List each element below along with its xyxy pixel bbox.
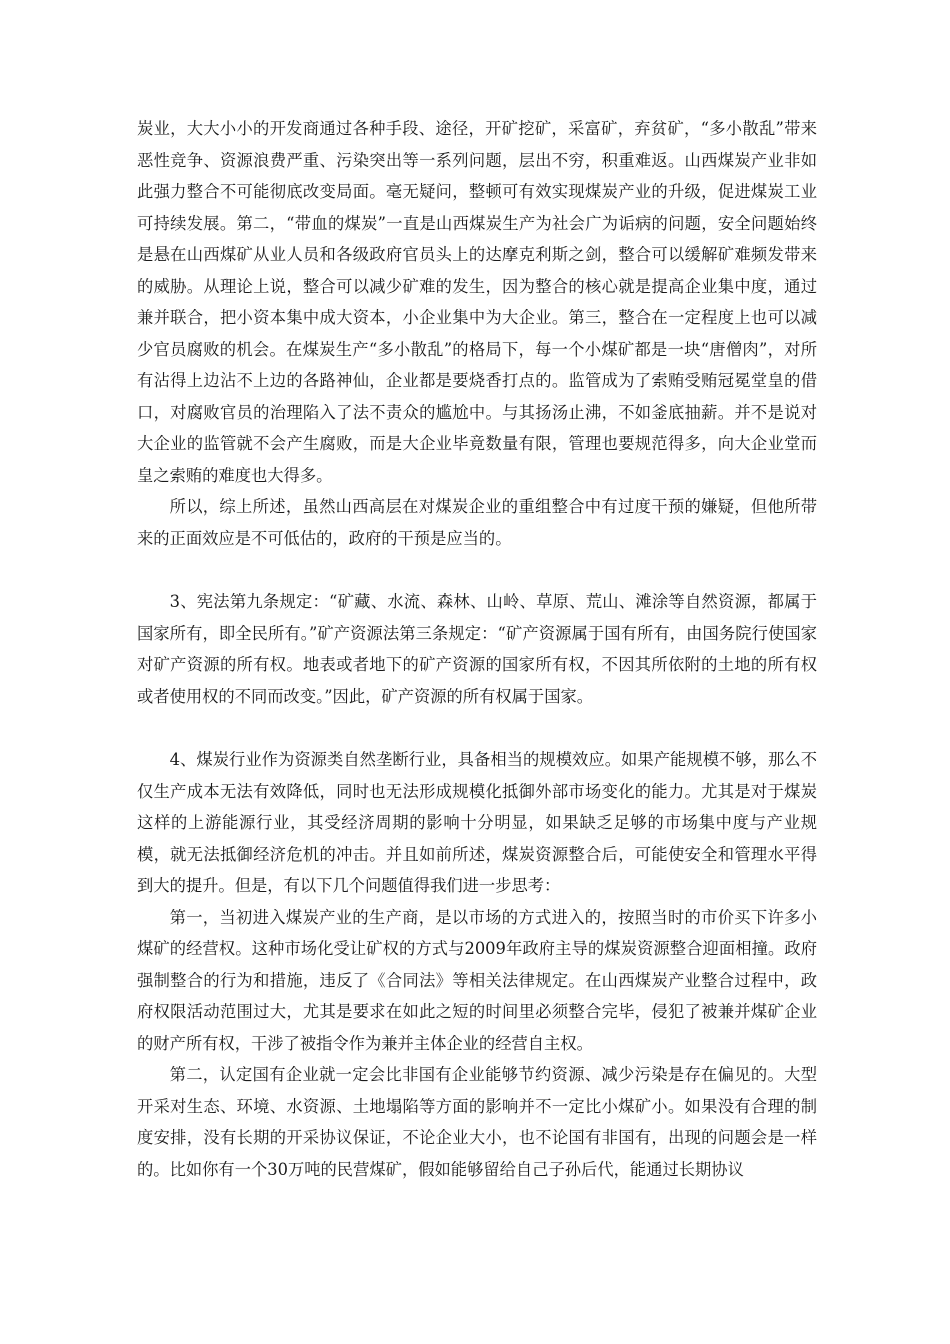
document-body: [137, 113, 817, 1185]
paragraph-item-4-natural-monopoly: 4、煤炭行业作为资源类自然垄断行业，具备相当的规模效应。如果产能规模不够，那么不仅生产成本无法有效降低，同时也无法形成规模化抵御外部市场变化的能力。尤其是对于煤炭这样的上游能源行业，其受经济周期的影响十分明显，如果缺乏足够的市场集中度与产业规模，就无法抵御经济危机的冲击。并且如前所述，煤炭资源整合后，可能使安全和管理水平得到大的提升。但是，有以下几个问题值得我们进一步思考：: [137, 750, 817, 895]
paragraph-coal-integration-benefits: 炭业，大大小小的开发商通过各种手段、途径，开矿挖矿，采富矿，弃贫矿，“多小散乱”带来恶性竞争、资源浪费严重、污染突出等一系列问题，层出不穷，积重难返。山西煤炭产业非如此强力整合不可能彻底改变局面。毫无疑问，整顿可有效实现煤炭产业的升级，促进煤炭工业可持续发展。第二，“带血的煤炭”一直是山西煤炭生产为社会广为诟病的问题，安全问题始终是悬在山西煤矿从业人员和各级政府官员头上的达摩克利斯之剑，整合可以缓解矿难频发带来的威胁。从理论上说，整合可以减少矿难的发生，因为整合的核心就是提高企业集中度，通过兼并联合，把小资本集中成大资本，小企业集中为大企业。第三，整合在一定程度上也可以减少官员腐败的机会。在煤炭生产“多小散乱”的格局下，每一个小煤矿都是一块“唐僧肉”，对所有沾得上边沾不上边的各路神仙，企业都是要烧香打点的。监管成为了索贿受贿冠冕堂皇的借口，对腐败官员的治理陷入了法不责众的尴尬中。与其扬汤止沸，不如釜底抽薪。并不是说对大企业的监管就不会产生腐败，而是大企业毕竟数量有限，管理也要规范得多，向大企业堂而皇之索贿的难度也大得多。: [137, 119, 817, 485]
paragraph-first-point: 第一，当初进入煤炭产业的生产商，是以市场的方式进入的，按照当时的市价买下许多小煤矿的经营权。这种市场化受让矿权的方式与2009年政府主导的煤炭资源整合迎面相撞。政府强制整合的行为和措施，违反了《合同法》等相关法律规定。在山西煤炭产业整合过程中，政府权限活动范围过大，尤其是要求在如此之短的时间里必须整合完毕，侵犯了被兼并煤矿企业的财产所有权，干涉了被指令作为兼并主体企业的经营自主权。: [137, 907, 817, 1053]
paragraph-conclusion: 所以，综上所述，虽然山西高层在对煤炭企业的重组整合中有过度干预的嫌疑，但他所带来的正面效应是不可低估的，政府的干预是应当的。: [137, 497, 817, 548]
paragraph-second-point: 第二，认定国有企业就一定会比非国有企业能够节约资源、减少污染是存在偏见的。大型开采对生态、环境、水资源、土地塌陷等方面的影响并不一定比小煤矿小。如果没有合理的制度安排，没有长期的开采协议保证，不论企业大小，也不论国有非国有，出现的问题会是一样的。比如你有一个30万吨的民营煤矿，假如能够留给自己子孙后代，能通过长期协议: [137, 1065, 817, 1179]
paragraph-item-3-constitution: 3、宪法第九条规定：“矿藏、水流、森林、山岭、草原、荒山、滩涂等自然资源，都属于国家所有，即全民所有。”矿产资源法第三条规定：“矿产资源属于国有所有，由国务院行使国家对矿产资源的所有权。地表或者地下的矿产资源的国家所有权，不因其所依附的土地的所有权或者使用权的不同而改变。”因此，矿产资源的所有权属于国家。: [137, 592, 817, 706]
